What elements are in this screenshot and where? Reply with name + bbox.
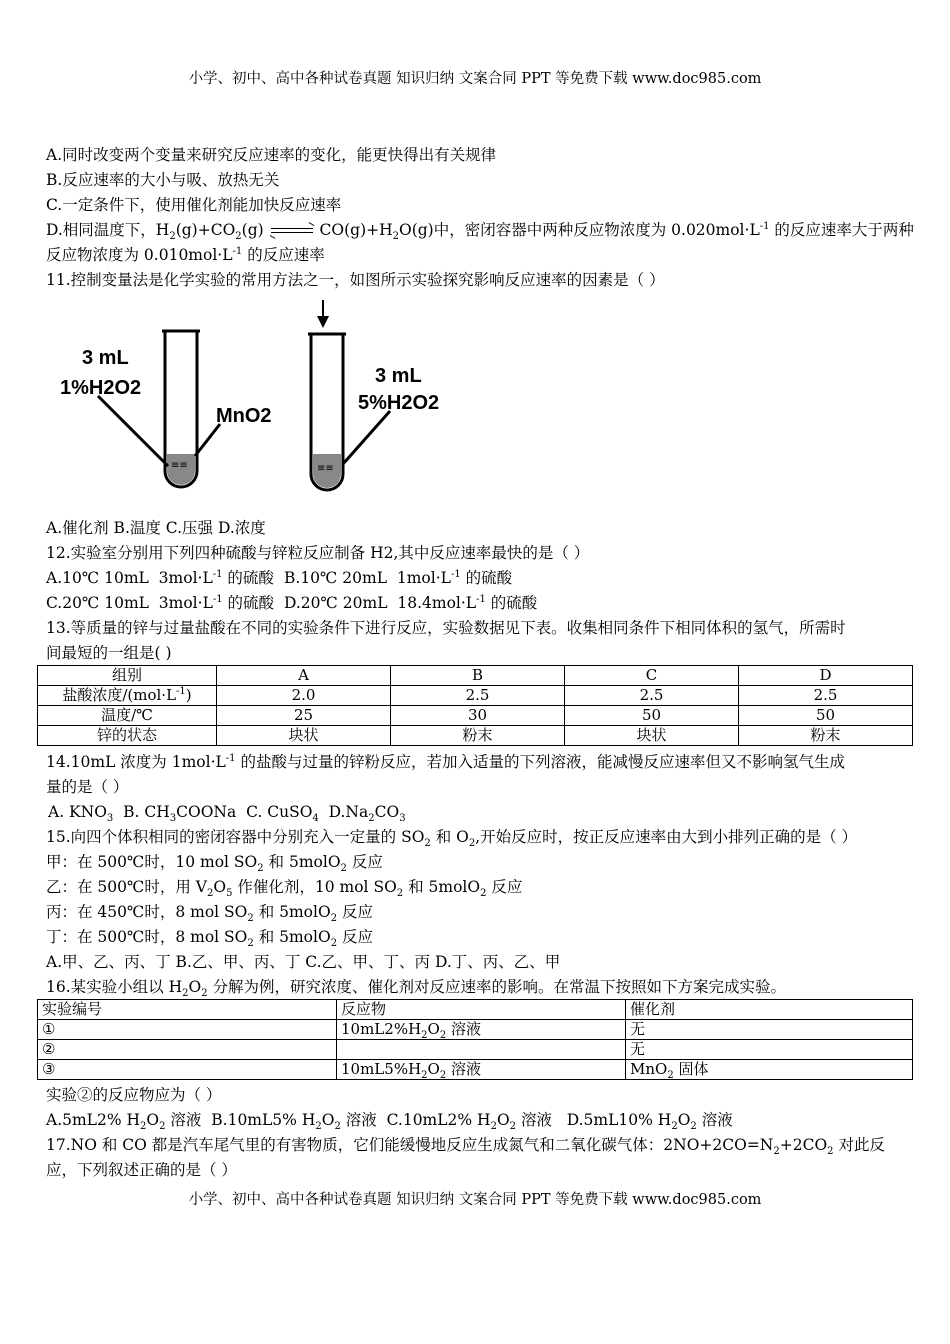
- q17-stem-line2: 应，下列叙述正确的是（ ）: [46, 1161, 237, 1179]
- q13-stem-line1: 13.等质量的锌与过量盐酸在不同的实验条件下进行反应，实验数据见下表。收集相同条件下相同体积的氢气，所需时: [46, 619, 846, 637]
- q13-data-table: [37, 665, 913, 746]
- table-cell: ②: [38, 1040, 337, 1060]
- table-header-row: [38, 666, 913, 686]
- table-cell: 块状: [217, 726, 391, 746]
- q10-option-d: D.相同温度下，$H_2(g)+CO_2(g)$ $CO(g)+H_2O(g)$中，密闭容器中两种反应物浓度为 $0.020mol\cdot L^{-1}$ 的反应速率大于两种: [46, 220, 914, 243]
- table-cell: 2.0: [217, 686, 391, 706]
- table-header-cell: B: [391, 666, 565, 686]
- q17-stem-line1: 17.NO 和 CO 都是汽车尾气里的有害物质，它们能缓慢地反应生成氮气和二氧化碳气体：$2NO+2CO=N_2+2CO_2$ 对此反: [46, 1136, 885, 1158]
- left-label-conc: 1%H2O2: [60, 377, 142, 399]
- table-cell: MnO$_2$ 固体: [626, 1060, 913, 1080]
- q16-question: 实验②的反应物应为（ ）: [46, 1086, 222, 1104]
- q10-option-a: A.同时改变两个变量来研究反应速率的变化，能更快得出有关规律: [46, 146, 497, 164]
- table-cell: 30: [391, 706, 565, 726]
- q14-options: A. $KNO_3$ B. $CH_3COONa$ C. CuSO$_4$ $D.Na_2CO_3$: [48, 803, 406, 825]
- table-row: [38, 726, 913, 746]
- table-header-cell: A: [217, 666, 391, 686]
- table-cell: 温度/℃: [38, 706, 217, 726]
- table-cell: 无: [626, 1040, 913, 1060]
- table-header-row: [38, 1000, 913, 1020]
- table-cell: 粉末: [739, 726, 913, 746]
- q15-options: A.甲、乙、丙、丁 B.乙、甲、丙、丁 C.乙、甲、丁、丙 D.丁、丙、乙、甲: [46, 953, 561, 971]
- table-cell: ③: [38, 1060, 337, 1080]
- q10-option-d-cont: 反应物浓度为 $0.010mol\cdot L^{-1}$ 的反应速率: [46, 245, 325, 264]
- table-cell: 50: [565, 706, 739, 726]
- table-row: [38, 706, 913, 726]
- table-row: [38, 686, 913, 706]
- q14-stem-line2: 量的是（ ）: [46, 778, 129, 796]
- table-header-cell: 组别: [38, 666, 217, 686]
- q12-option-b: B.10℃ 20mL $1mol\cdot L^{-1}$ 的硫酸: [284, 568, 513, 587]
- right-label-conc: 5%H2O2: [358, 392, 440, 414]
- table-header-cell: 实验编号: [38, 1000, 337, 1020]
- table-cell: 2.5: [739, 686, 913, 706]
- page-footer: 小学、初中、高中各种试卷真题 知识归纳 文案合同 PPT 等免费下载 www.doc985.com: [188, 1192, 762, 1208]
- table-cell: 粉末: [391, 726, 565, 746]
- table-cell: 无: [626, 1020, 913, 1040]
- table-cell: [337, 1040, 626, 1060]
- q13-stem-line2: 间最短的一组是( ): [46, 644, 172, 662]
- table-cell: 锌的状态: [38, 726, 217, 746]
- left-label-leader: [98, 396, 168, 466]
- q15-item-yi: 乙：在 500℃时，用 $V_2O_5$ 作催化剂，10 mol $SO_2$ 和 5molO$_2$ 反应: [46, 878, 523, 900]
- table-cell: 2.5: [391, 686, 565, 706]
- left-label-volume: 3 mL: [82, 347, 129, 369]
- down-arrow-icon: [317, 300, 329, 328]
- svg-text:≡≡: ≡≡: [317, 463, 334, 474]
- page-header: 小学、初中、高中各种试卷真题 知识归纳 文案合同 PPT 等免费下载 www.doc985.com: [188, 71, 762, 87]
- q15-item-ding: 丁：在 500℃时，8 mol $SO_2$ 和 5molO$_2$ 反应: [46, 928, 373, 950]
- q12-stem: 12.实验室分别用下列四种硫酸与锌粒反应制备 H2,其中反应速率最快的是（ ）: [46, 544, 590, 562]
- right-label-volume: 3 mL: [375, 365, 422, 387]
- q10-option-c: C.一定条件下，使用催化剂能加快反应速率: [46, 196, 342, 214]
- q10-option-b: B.反应速率的大小与吸、放热无关: [46, 171, 280, 189]
- table-cell: $10mL2\%H_2O_2$ 溶液: [337, 1020, 626, 1040]
- svg-text:≡≡: ≡≡: [171, 460, 188, 471]
- table-header-cell: 反应物: [337, 1000, 626, 1020]
- table-header-cell: D: [739, 666, 913, 686]
- table-cell: 块状: [565, 726, 739, 746]
- q15-item-jia: 甲：在 500℃时，10 mol $SO_2$ 和 5molO$_2$ 反应: [46, 853, 383, 875]
- table-cell: 2.5: [565, 686, 739, 706]
- table-cell: 50: [739, 706, 913, 726]
- table-header-cell: 催化剂: [626, 1000, 913, 1020]
- right-label-leader: [343, 411, 390, 464]
- table-cell: ①: [38, 1020, 337, 1040]
- table-row: [38, 1060, 913, 1080]
- table-cell: $10mL5\%H_2O_2$ 溶液: [337, 1060, 626, 1080]
- q16-stem: 16.某实验小组以 $H_2O_2$ 分解为例，研究浓度、催化剂对反应速率的影响。在常温下按照如下方案完成实验。: [46, 978, 787, 1000]
- table-cell: 盐酸浓度$/(mol\cdot L^{-1})$: [38, 686, 217, 706]
- equilibrium-arrow-icon: [269, 225, 315, 237]
- table-header-cell: C: [565, 666, 739, 686]
- q14-stem-line1: 14.10mL 浓度为 $1mol\cdot L^{-1}$ 的盐酸与过量的锌粉反应，若加入适量的下列溶液，能减慢反应速率但又不影响氢气生成: [46, 752, 845, 771]
- q15-stem: 15.向四个体积相同的密闭容器中分别充入一定量的 $SO_2$ 和 $O_2$,开始反应时，按正反应速率由大到小排列正确的是（ ）: [46, 828, 858, 850]
- q16-data-table: [37, 999, 913, 1080]
- q11-stem: 11.控制变量法是化学实验的常用方法之一，如图所示实验探究影响反应速率的因素是（ ）: [46, 271, 665, 289]
- q12-option-a: A.10℃ 10mL $3mol\cdot L^{-1}$ 的硫酸: [46, 568, 274, 587]
- table-row: [38, 1040, 913, 1060]
- q12-option-d: D.20℃ 20mL $18.4mol\cdot L^{-1}$ 的硫酸: [284, 593, 538, 612]
- mno2-label-leader: [195, 424, 220, 456]
- table-row: [38, 1020, 913, 1040]
- q11-options: A.催化剂 B.温度 C.压强 D.浓度: [46, 519, 266, 537]
- q12-option-c: C.20℃ 10mL $3mol\cdot L^{-1}$ 的硫酸: [46, 593, 275, 612]
- table-cell: 25: [217, 706, 391, 726]
- mno2-label: MnO2: [216, 405, 272, 427]
- right-test-tube: [308, 334, 346, 490]
- test-tube-figure: [40, 296, 460, 506]
- q16-options: A.5mL2% $H_2O_2$ 溶液 B.10mL5% $H_2O_2$ 溶液 C.10mL2% $H_2O_2$ 溶液 D.5mL10% $H_2O_2$ 溶液: [46, 1111, 733, 1133]
- q15-item-bing: 丙：在 450℃时，8 mol $SO_2$ 和 5molO$_2$ 反应: [46, 903, 373, 925]
